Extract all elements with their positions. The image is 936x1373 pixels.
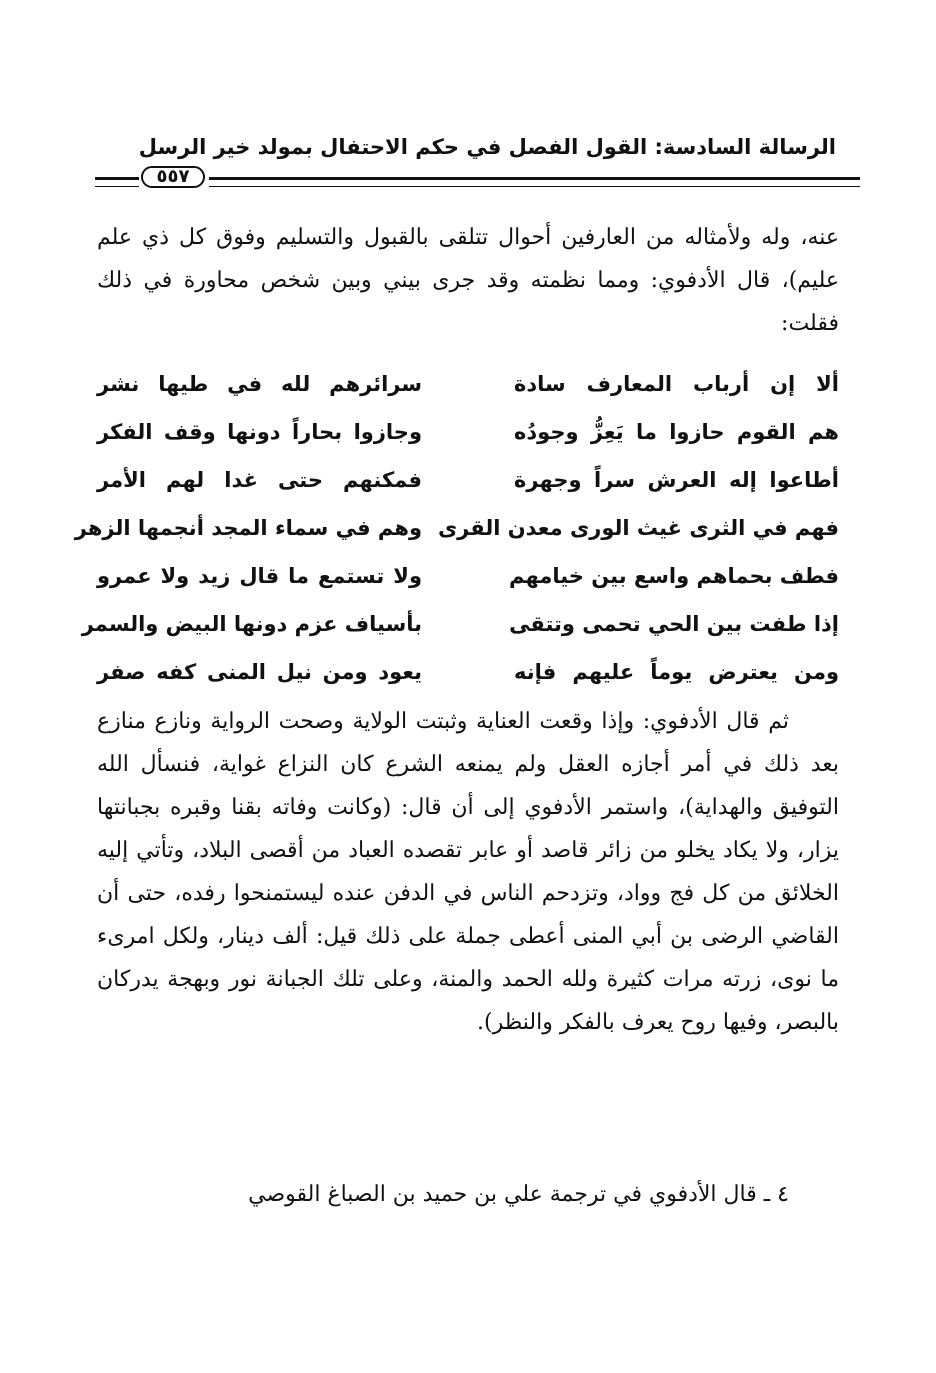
paragraph-text: ٤ ـ قال الأدفوي في ترجمة علي بن حميد بن الصباغ القوصي: [248, 1182, 789, 1207]
verse-line: [97, 552, 839, 600]
verse-first-hemistich: فهم في الثرى غيث الورى معدن القرى: [437, 516, 839, 540]
header-rule-right: [209, 177, 860, 187]
paragraph-numbered: [97, 1173, 839, 1216]
running-title: الرسالة السادسة: القول الفصل في حكم الاحتفال بمولد خير الرسل: [138, 135, 836, 159]
verse-line: [97, 456, 839, 504]
verse-second-hemistich: فمكنهم حتى غدا لهم الأمر: [97, 468, 422, 492]
verse-line: [81, 600, 839, 648]
paragraph-text: عنه، وله ولأمثاله من العارفين أحوال تتلقى بالقبول والتسليم وفوق كل ذي علم عليم)، قال الأدفوي: ومما نظمته وقد جرى بيني وبين شخص محاورة في ذلك فقلت:: [97, 225, 839, 336]
verse-first-hemistich: إذا طفت بين الحي تحمى وتتقى: [509, 612, 839, 636]
verse-second-hemistich: ولا تستمع ما قال زيد ولا عمرو: [97, 564, 422, 588]
paragraph-intro: [97, 216, 839, 345]
poem-verses: [74, 360, 839, 696]
header-rule-left: [95, 177, 139, 187]
verse-line: [97, 648, 839, 696]
verse-second-hemistich: يعود ومن نيل المنى كفه صفر: [97, 660, 422, 684]
verse-second-hemistich: بأسياف عزم دونها البيض والسمر: [81, 612, 422, 636]
verse-second-hemistich: وجازوا بحاراً دونها وقف الفكر: [97, 420, 422, 444]
verse-line: [74, 504, 839, 552]
verse-first-hemistich: هم القوم حازوا ما يَعِزُّ وجودُه: [514, 420, 839, 444]
verse-second-hemistich: وهم في سماء المجد أنجمها الزهر: [74, 516, 422, 540]
paragraph-text: ثم قال الأدفوي: وإذا وقعت العناية وثبتت الولاية وصحت الرواية ونازع منازع بعد ذلك في أمر أجازه العقل ولم يمنعه الشرع كان النزاع غواية، فنسأل الله التوفيق والهداية)، واستمر الأدفوي إلى أن قال: (وكانت وفاته بقنا وقبره بجبانتها يزار، ولا يكاد يخلو من زائر قاصد أو عابر تقصده العباد من أقصى البلاد، وتأتي إليه الخلائق من كل فج وواد، وتزدحم الناس في الدفن عنده ليستمنحوا رفده، حتى أن القاضي الرضى بن أبي المنى أعطى جملة على ذلك قيل: ألف دينار، ولكل امرىء ما نوى، زرته مرات كثيرة ولله الحمد والمنة، وعلى تلك الجبانة نور وبهجة يدركان بالبصر، وفيها روح يعرف بالفكر والنظر).: [97, 709, 839, 1035]
verse-second-hemistich: سرائرهم لله في طيها نشر: [97, 372, 422, 396]
paragraph-quote: [97, 700, 839, 1044]
verse-line: [97, 408, 839, 456]
verse-first-hemistich: ومن يعترض يوماً عليهم فإنه: [514, 660, 839, 684]
verse-first-hemistich: فطف بحماهم واسع بين خيامهم: [508, 564, 839, 588]
verse-first-hemistich: ألا إن أرباب المعارف سادة: [514, 372, 839, 396]
verse-first-hemistich: أطاعوا إله العرش سراً وجهرة: [514, 468, 839, 492]
verse-line: [97, 360, 839, 408]
page-number: ٥٥٧: [141, 166, 205, 188]
header-rule: [95, 166, 860, 190]
